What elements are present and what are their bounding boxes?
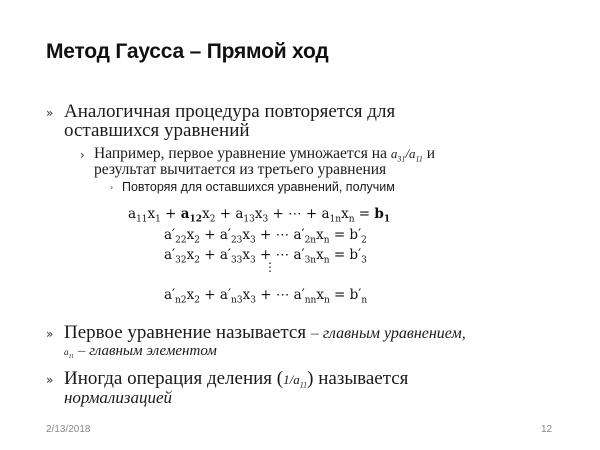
bullet-3-line-2: нормализацией — [64, 388, 173, 407]
bullet-2-line-2 — [64, 343, 217, 360]
division-expression: $1/a_{11}$ — [283, 372, 308, 390]
subsubbullet-marker-icon: › — [110, 183, 114, 192]
bullet-2-dash: – — [310, 325, 323, 342]
equation-row-n: $a'_{n2}x_2 + a'_{n3}x_3$ + ⋯ $a'_{nn}x_n = b'_n$ — [164, 287, 368, 306]
subsubbullet-1: Повторяя для оставшихся уравнений, получим — [122, 180, 395, 194]
subbullet-marker-icon: › — [80, 148, 85, 162]
bullet-2-text: Первое уравнение называется — [64, 322, 311, 343]
pivot-symbol: $a_{11}$ — [64, 347, 75, 360]
bullet-1-line-2: оставшихся уравнений — [64, 120, 250, 141]
footer-page-number: 12 — [541, 424, 553, 435]
bullet-2-line-1 — [64, 323, 466, 343]
equation-row-1: $a_{11}x_1 + a_{12}x_2 + a_{13}x_3$ + ⋯ + $a_{1n}x_n = b_1$ — [128, 206, 391, 225]
slide-title: Метод Гаусса – Прямой ход — [46, 40, 329, 63]
equation-row-3: $a'_{32}x_2 + a'_{33}x_3$ + ⋯ $a'_{3n}x_n = b'_3$ — [164, 247, 367, 266]
bullet-3-text-end: ) называется — [307, 368, 409, 389]
multiplier-fraction: $a_{31}/a_{11}$ — [390, 146, 423, 164]
subbullet-1-text: Например, первое уравнение умножается на — [94, 145, 391, 162]
bullet-2-line-2-emphasis: главным элементом — [89, 343, 217, 359]
equation-row-2: $a'_{22}x_2 + a'_{23}x_3$ + ⋯ $a'_{2n}x_n = b'_2$ — [164, 227, 367, 246]
bullet-1-line-1: Аналогичная процедура повторяется для — [64, 101, 396, 122]
bullet-marker-icon: » — [46, 373, 54, 387]
footer-date: 2/13/2018 — [46, 424, 91, 435]
bullet-marker-icon: » — [46, 327, 54, 341]
subbullet-1-and: и — [422, 145, 436, 162]
bullet-3-text: Иногда операция деления ( — [64, 368, 284, 389]
bullet-marker-icon: » — [46, 106, 54, 120]
bullet-2-emphasis: главным уравнением, — [322, 325, 466, 342]
subbullet-1-line-2: результат вычитается из третьего уравнения — [94, 161, 387, 178]
vertical-ellipsis: ⋮ — [264, 260, 276, 274]
bullet-2-line-2-dash: – — [74, 343, 90, 359]
